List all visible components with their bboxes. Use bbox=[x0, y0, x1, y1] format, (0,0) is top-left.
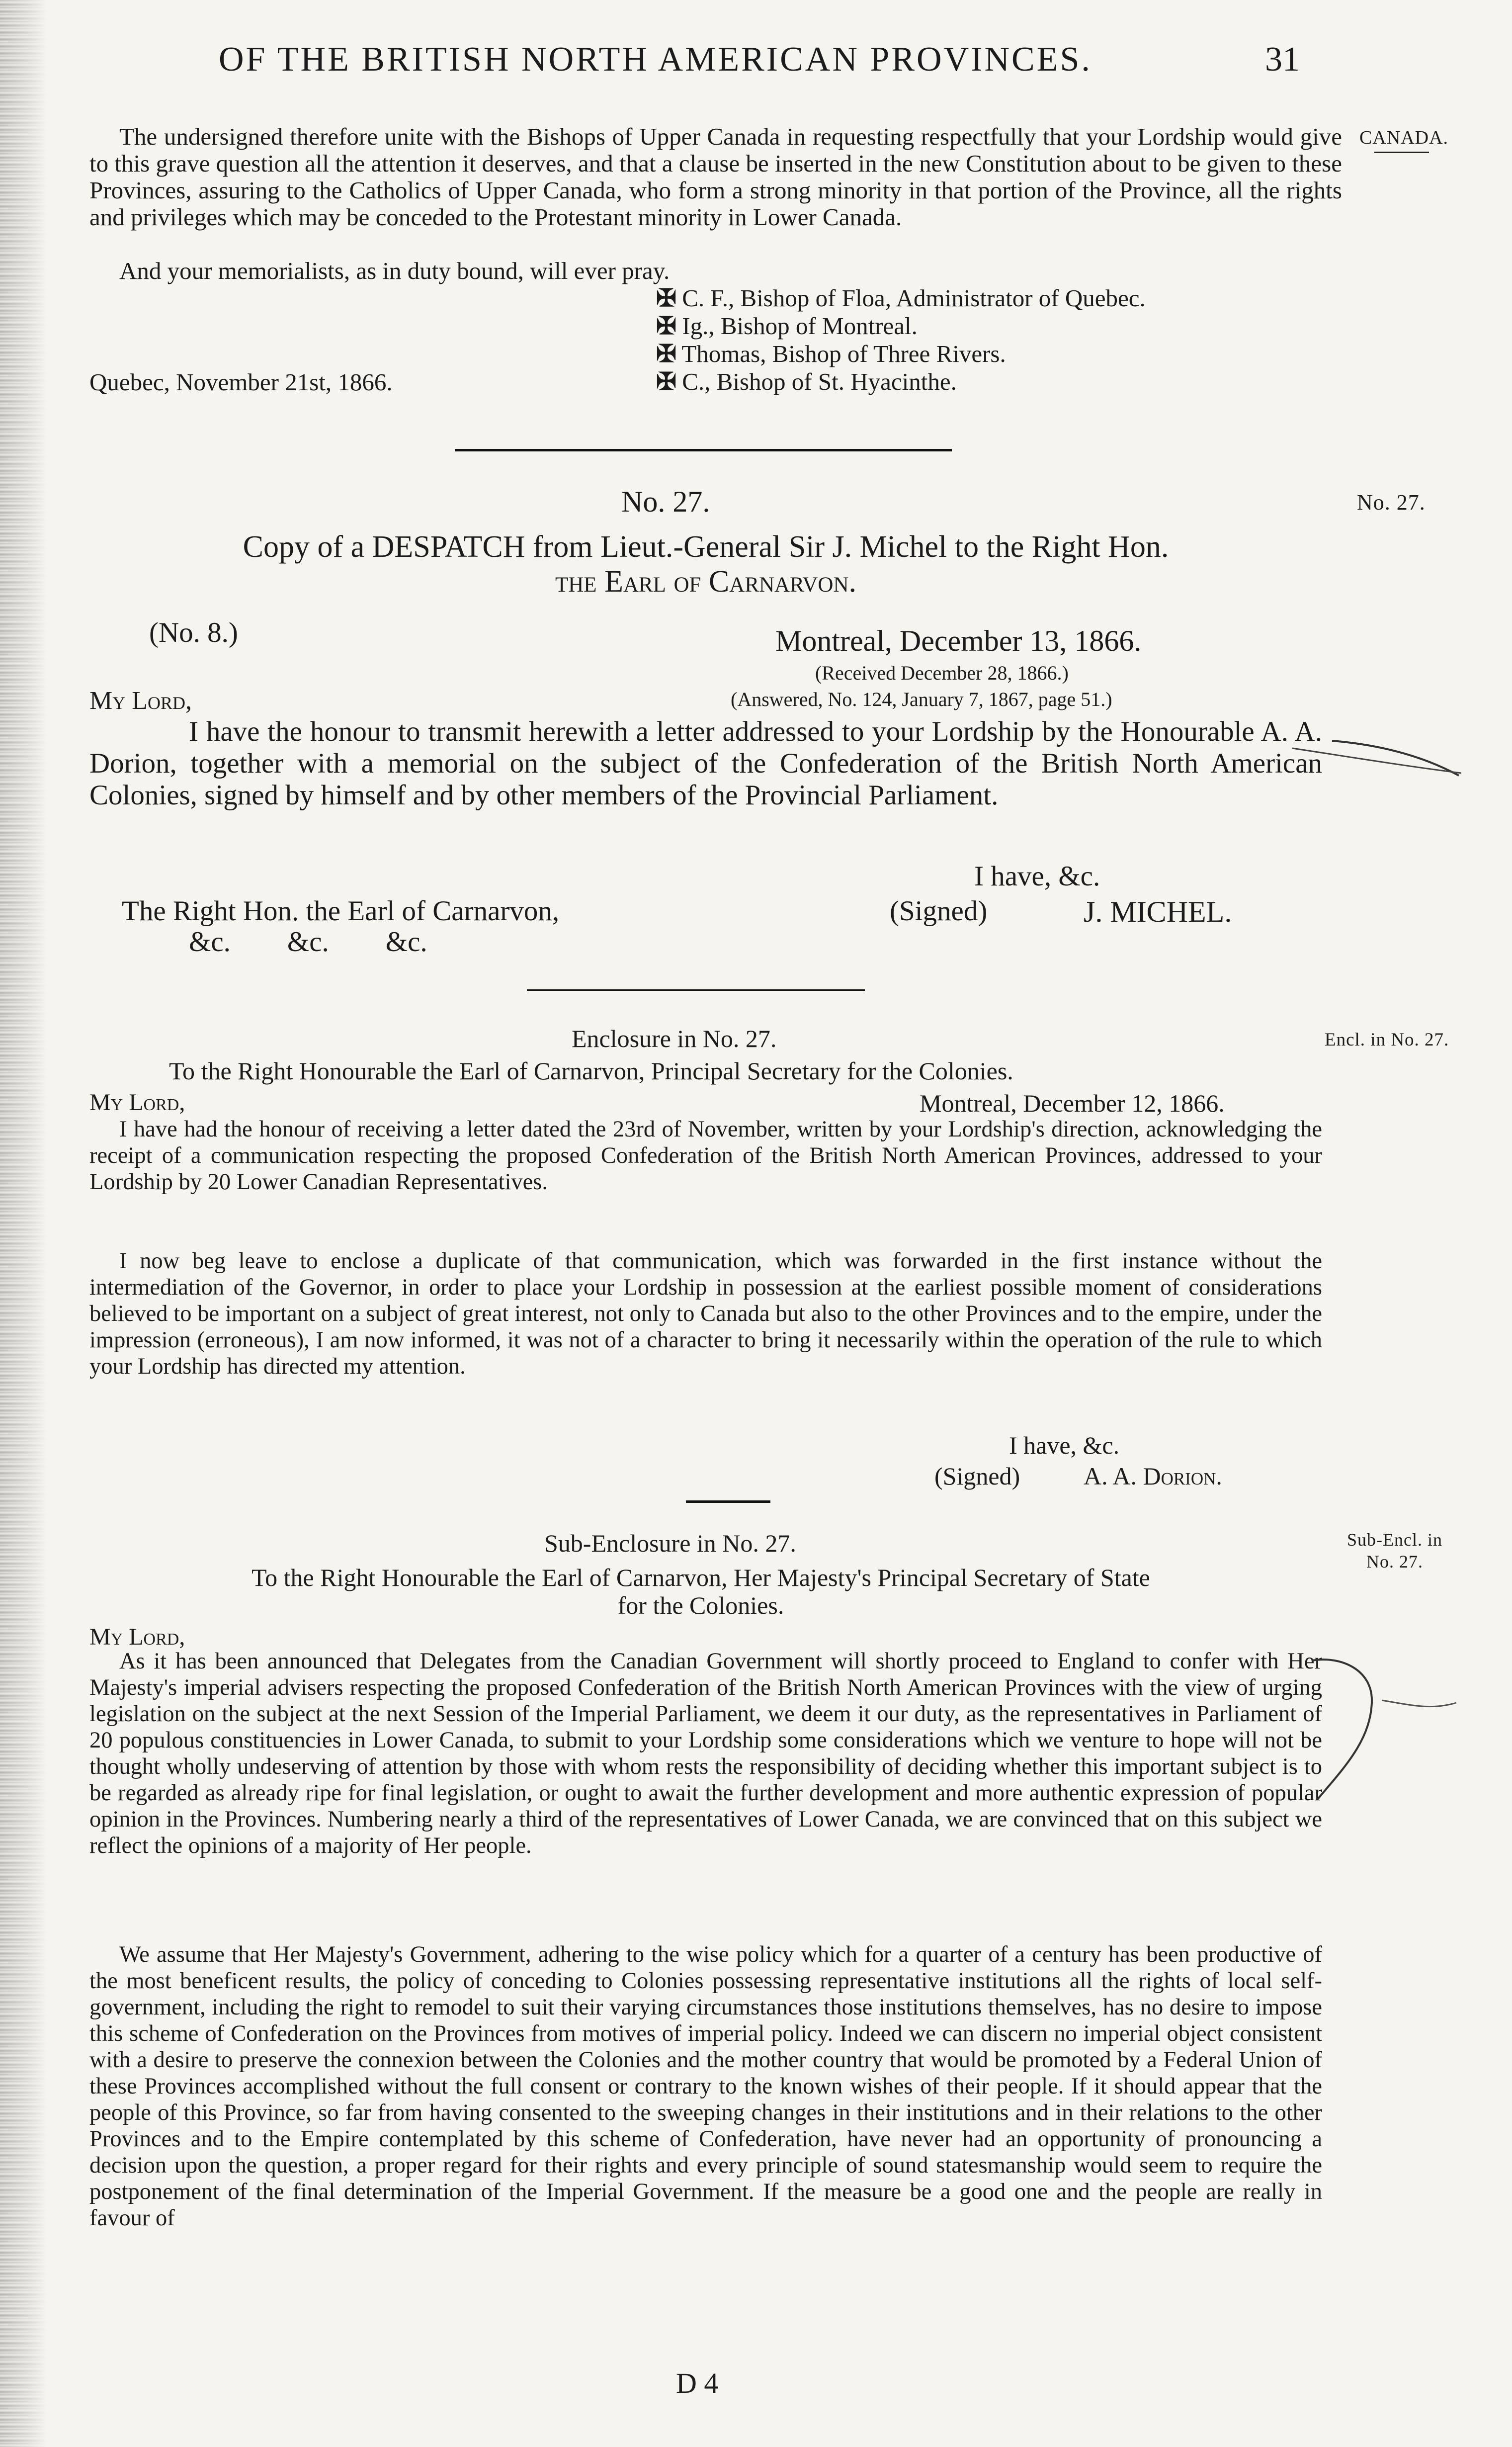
despatch-title-line2: the Earl of Carnarvon. bbox=[555, 565, 857, 599]
subenclosure-to-line2: for the Colonies. bbox=[617, 1591, 784, 1619]
signature-mark: D 4 bbox=[676, 2367, 719, 2399]
enclosure-salutation: My Lord, bbox=[89, 1089, 185, 1116]
despatch-number: No. 27. bbox=[621, 485, 710, 518]
enclosure-para-2: I now beg leave to enclose a duplicate of that communication, which was forwarded in the first instance without the intermediation of the Governor, in order to place your Lordship in possession at the earliest possible moment of considerations believed to be important on a subject of great interest, not only to Canada but also to the other Provinces and to the empire, under the impression (erroneous), I am now informed, it was not of a character to bring it necessarily within the operation of the rule to which your Lordship has directed my attention. bbox=[89, 1248, 1322, 1379]
enclosure-signed: (Signed) bbox=[934, 1462, 1020, 1490]
enclosure-place-date: Montreal, December 12, 1866. bbox=[920, 1089, 1225, 1117]
signatory-name: Thomas, Bishop of Three Rivers. bbox=[681, 340, 1006, 367]
despatch-title bbox=[129, 529, 1282, 599]
signatory-name: C. F., Bishop of Floa, Administrator of Quebec. bbox=[682, 284, 1146, 312]
cross-icon: ✠ bbox=[656, 368, 677, 395]
subenclosure-salutation: My Lord, bbox=[89, 1624, 185, 1650]
despatch-salutation: My Lord, bbox=[89, 687, 192, 715]
despatch-addressee: The Right Hon. the Earl of Carnarvon, bbox=[122, 895, 560, 927]
memorial-place-date: Quebec, November 21st, 1866. bbox=[89, 368, 393, 396]
subenclosure-para-1: As it has been announced that Delegates from the Canadian Government will shortly proceed to England to confer with Her Majesty's imperial advisers respecting the proposed Confederation of the British North American Provinces with the view of urging legislation on the subject at the next Session of the Imperial Parliament, we deem it our duty, as the representatives in Parliament of 20 populous constituencies in Lower Canada, to submit to your Lordship some considerations which we venture to hope will not be thought wholly undeserving of attention by those with whom rests the responsibility of deciding whether this important subject is to be regarded as already ripe for final legislation, or ought to await the further development and more authentic expression of popular opinion in the Provinces. Numbering nearly a third of the representatives of Lower Canada, we are convinced that on this subject we reflect the opinions of a majority of Her people. bbox=[89, 1649, 1322, 1858]
subenclosure-to bbox=[99, 1564, 1302, 1619]
page-number: 31 bbox=[1265, 40, 1300, 79]
memorial-body: The undersigned therefore unite with the Bishops of Upper Canada in requesting respectfully that your Lordship would give to this grave question all the attention it deserves, and that a clause be inserted in the new Constitution about to be given to these Provinces, assuring to the Catholics of Upper Canada, who form a strong minority in that portion of the Province, all the rights and privileges which may be conceded to the Protestant minority in Lower Canada. bbox=[89, 123, 1342, 231]
margin-note-subenclosure bbox=[1347, 1529, 1442, 1573]
despatch-signed: (Signed) bbox=[890, 895, 988, 927]
signatory-4 bbox=[656, 368, 1146, 396]
enclosure-heading: Enclosure in No. 27. bbox=[572, 1025, 777, 1052]
despatch-ref: (No. 8.) bbox=[149, 617, 238, 648]
despatch-body: I have the honour to transmit herewith a letter addressed to your Lordship by the Honourable A. A. Dorion, together with a memorial on the subject of the Confederation of the British North American Colonies, signed by himself and by other members of the Provincial Parliament. bbox=[89, 716, 1322, 811]
cross-icon: ✠ bbox=[656, 340, 677, 367]
section-rule bbox=[686, 1500, 770, 1503]
enclosure-signer: A. A. Dorion. bbox=[1084, 1462, 1222, 1490]
cross-icon: ✠ bbox=[656, 312, 677, 340]
cross-icon: ✠ bbox=[656, 284, 677, 312]
margin-dash bbox=[1374, 152, 1429, 153]
despatch-signer: J. MICHEL. bbox=[1084, 895, 1232, 928]
margin-note-no27: No. 27. bbox=[1357, 490, 1426, 515]
despatch-received: (Received December 28, 1866.) bbox=[815, 662, 1069, 684]
running-title: OF THE BRITISH NORTH AMERICAN PROVINCES. bbox=[219, 40, 1092, 79]
enclosure-closing: I have, &c. bbox=[1009, 1431, 1120, 1459]
signatory-name: Ig., Bishop of Montreal. bbox=[682, 312, 918, 340]
signatory-3 bbox=[656, 340, 1146, 368]
signatory-1 bbox=[656, 284, 1146, 312]
margin-subencl-line2: No. 27. bbox=[1366, 1552, 1423, 1572]
margin-subencl-line1: Sub-Encl. in bbox=[1347, 1530, 1442, 1550]
enclosure-to: To the Right Honourable the Earl of Carnarvon, Principal Secretary for the Colonies. bbox=[169, 1057, 1013, 1085]
signatory-2 bbox=[656, 312, 1146, 340]
subenclosure-to-line1: To the Right Honourable the Earl of Carnarvon, Her Majesty's Principal Secretary of State bbox=[252, 1564, 1150, 1591]
enclosure-para-1: I have had the honour of receiving a letter dated the 23rd of November, written by your Lordship's direction, acknowledging the receipt of a communication respecting the proposed Confederation of the British North American Provinces, addressed to your Lordship by 20 Lower Canadian Representatives. bbox=[89, 1117, 1322, 1195]
signatory-name: C., Bishop of St. Hyacinthe. bbox=[682, 368, 957, 395]
memorial-pray: And your memorialists, as in duty bound, will ever pray. bbox=[119, 257, 670, 284]
despatch-answered: (Answered, No. 124, January 7, 1867, page 51.) bbox=[731, 688, 1112, 710]
margin-note-enclosure: Encl. in No. 27. bbox=[1325, 1030, 1449, 1050]
despatch-title-line1: Copy of a DESPATCH from Lieut.-General Sir J. Michel to the Right Hon. bbox=[243, 530, 1169, 564]
subenclosure-para-2: We assume that Her Majesty's Government, adhering to the wise policy which for a quarter of a century has been productive of the most beneficent results, the policy of conceding to Colonies possessing representative institutions all the rights of local self-government, including the right to remodel to suit their varying circumstances those institutions themselves, has no desire to impose this scheme of Confederation on the Provinces from motives of imperial policy. Indeed we can discern no imperial object consistent with a desire to preserve the connexion between the Colonies and the mother country that would be promoted by a Federal Union of these Provinces accomplished without the full consent or contrary to the known wishes of their people. If it should appear that the people of this Province, so far from having consented to the sweeping changes in their institutions and in their relations to the other Provinces and to the Empire contemplated by this scheme of Confederation, have never had an opportunity of pronouncing a decision upon the question, a proper regard for their rights and every principle of sound statesmanship would seem to require the postponement of the final determination of the Imperial Government. If the measure be a good one and the people are really in favour of bbox=[89, 1942, 1322, 2231]
margin-note-canada: CANADA. bbox=[1359, 127, 1449, 148]
subenclosure-heading: Sub-Enclosure in No. 27. bbox=[544, 1529, 796, 1557]
binding-edge bbox=[0, 0, 47, 2447]
despatch-etc: &c. &c. &c. bbox=[189, 926, 427, 958]
section-rule bbox=[455, 449, 952, 451]
section-rule bbox=[527, 989, 865, 991]
despatch-closing: I have, &c. bbox=[974, 861, 1100, 892]
signatories-block bbox=[656, 284, 1146, 396]
despatch-place-date: Montreal, December 13, 1866. bbox=[775, 624, 1142, 657]
